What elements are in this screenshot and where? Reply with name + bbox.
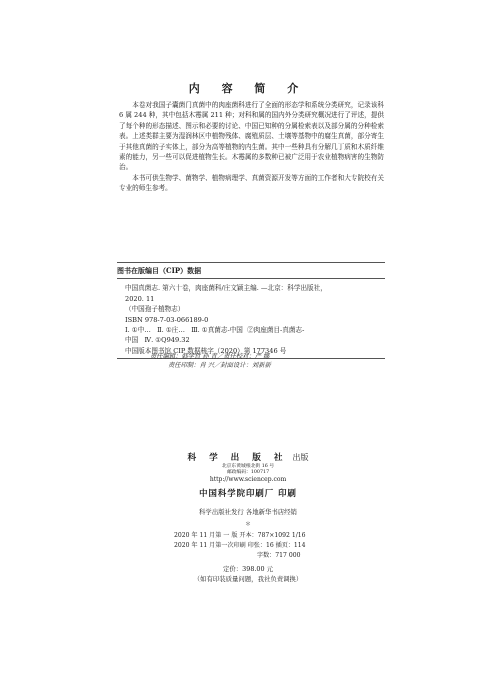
cip-line-2: 2020. 11 (125, 294, 155, 303)
printer-name: 中国科学院印刷厂 印刷 (199, 488, 297, 498)
publisher-postcode: 邮政编码：100717 (226, 470, 270, 475)
credits-line-2: 责任印制：肖 兴／封面设计：刘新新 (168, 362, 271, 369)
quality-note: （如有印装质量问题，我社负责调换） (193, 575, 303, 583)
publisher-block (0, 445, 496, 499)
cip-line-3: （中国孢子植物志） (125, 305, 185, 314)
cip-line-6: 中国 Ⅳ. ①Q949.32 (125, 336, 190, 345)
cip-heading: 图书在版编目（CIP）数据 (117, 266, 202, 275)
credits-line-1: 责任编辑：韩学哲 孙 青／责任校对：严 娜 (150, 353, 270, 360)
abstract-section (119, 100, 384, 194)
cip-divider (117, 278, 385, 279)
separator-star: ＊ (244, 521, 251, 528)
edition-line-3: 字数：717 000 (257, 552, 301, 559)
cip-data-block (117, 262, 385, 363)
edition-line-2: 2020 年 11 月第一次印刷 印张：16 插页：114 (174, 542, 306, 549)
cip-line-1: 中国真菌志. 第六十卷，肉座菌科/庄文颖主编. —北京：科学出版社， (125, 284, 327, 293)
cip-line-5: Ⅰ. ①中… Ⅱ. ①庄… Ⅲ. ①真菌志-中国 ②肉座菌目-真菌志- (125, 326, 305, 335)
publisher-name: 科 学 出 版 社 (187, 453, 288, 463)
distribution-line: 科学出版社发行 各地新华书店经销 (199, 508, 297, 516)
edition-line-1: 2020 年 11 月第 一 版 开本：787×1092 1/16 (174, 532, 306, 539)
publisher-address: 北京东黄城根北街 16 号 (221, 464, 275, 469)
price-block (0, 564, 496, 584)
abstract-paragraph-1: 本卷对我国子囊菌门真菌中的肉座菌科进行了全面的形态学和系统分类研究，记录该科 6 属 244 种，其中包括木霉属 211 种；对科和属的国内外分类研究概况进行了评述，提供了每个种的形态描述、图示和必要的讨论、中国已知种的分属检索表以及部分属的分种检索表。上述类群主要为湿润林区中植物残体、腐殖质层、土壤等基物中的腐生真菌，部分寄生于其他真菌的子实体上，部分为高等植物的内生菌。其中一些种具有分解几丁质和木质纤维素的能力，另一些可以促进植物生长。木霉属的多数种已被广泛用于农业植物病害的生物防治。 (119, 101, 384, 172)
publisher-url: http://www.sciencep.com (209, 476, 287, 483)
publisher-name-suffix: 出版 (292, 453, 309, 462)
editorial-credits (150, 352, 271, 370)
abstract-paragraph-2: 本书可供生物学、菌物学、植物病理学、真菌资源开发等方面的工作者和大专院校有关专业的师生参考。 (119, 173, 384, 193)
cip-line-7: 中国版本图书馆 CIP 数据核字（2020）第 177346 号 (125, 346, 287, 355)
cip-line-4: ISBN 978-7-03-066189-0 (125, 315, 209, 324)
publisher-name-row (0, 445, 496, 464)
page-title: 内 容 简 介 (188, 82, 308, 95)
price-value: 定价：398.00 元 (223, 565, 273, 573)
cip-top-rule (117, 262, 385, 263)
edition-info (174, 531, 306, 561)
